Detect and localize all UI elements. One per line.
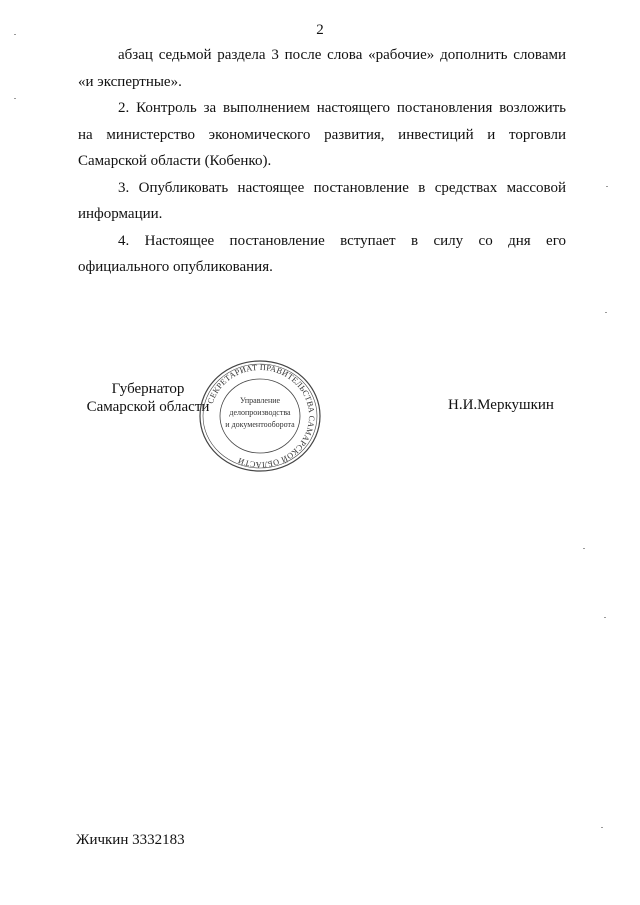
paragraph-4-line-2: официального опубликования. bbox=[78, 259, 273, 275]
paragraph-3-line-2: информации. bbox=[78, 206, 163, 222]
scan-speck bbox=[605, 312, 607, 313]
scan-speck bbox=[604, 617, 606, 618]
paragraph-2-line-1: 2. Контроль за выполнением настоящего постановления возложить bbox=[118, 100, 566, 116]
executor-footer: Жичкин 3332183 bbox=[76, 832, 185, 848]
seal-inner-line-1: Управление bbox=[239, 396, 281, 405]
paragraph-2-line-2: на министерство экономического развития, инвестиций и торговли bbox=[78, 126, 566, 143]
governor-name: Н.И.Меркушкин bbox=[448, 397, 554, 413]
scan-speck bbox=[601, 827, 603, 828]
paragraph-4-line-1: 4. Настоящее постановление вступает в силу со дня его bbox=[118, 232, 566, 249]
paragraph-1-line-1: абзац седьмой раздела 3 после слова «рабочие» дополнить словами bbox=[118, 47, 566, 63]
scan-speck bbox=[14, 98, 16, 99]
scan-speck bbox=[583, 548, 585, 549]
paragraph-1-line-2: «и экспертные». bbox=[78, 73, 182, 90]
governor-title-line-2: Самарской области bbox=[86, 399, 210, 415]
paragraph-2-line-3: Самарской области (Кобенко). bbox=[78, 153, 272, 169]
scan-speck bbox=[606, 186, 608, 187]
seal-inner-line-3: и документооборота bbox=[225, 420, 295, 429]
governor-title-line-1: Губернатор bbox=[111, 381, 185, 397]
official-seal bbox=[196, 358, 324, 474]
page-number: 2 bbox=[316, 22, 324, 38]
scan-speck bbox=[14, 34, 16, 35]
paragraph-3-line-1: 3. Опубликовать настоящее постановление в средствах массовой bbox=[118, 179, 566, 196]
seal-inner-line-2: делопроизводства bbox=[229, 408, 291, 417]
seal-ring-text: СЕКРЕТАРИАТ ПРАВИТЕЛЬСТВА САМАРСКОЙ ОБЛАСТИ bbox=[205, 362, 317, 470]
